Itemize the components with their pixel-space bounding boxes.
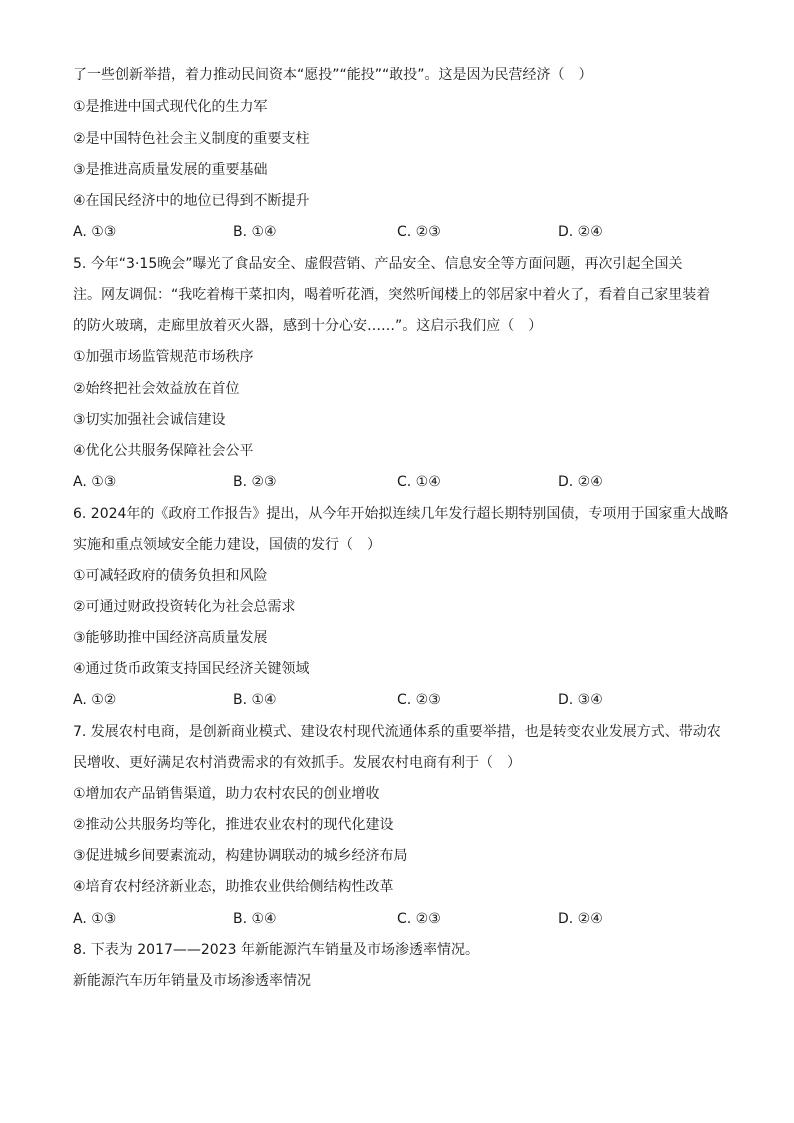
q6-option-a: A. ①② — [73, 692, 117, 708]
q4-item-3: ③是推进高质量发展的重要基础 — [73, 162, 268, 178]
q6-stem-line-2: 实施和重点领域安全能力建设，国债的发行（ ） — [73, 537, 381, 553]
q7-option-b: B. ①④ — [233, 911, 277, 927]
q6-item-2: ②可通过财政投资转化为社会总需求 — [73, 599, 296, 615]
q4-option-d: D. ②④ — [558, 224, 603, 240]
q4-option-a: A. ①③ — [73, 224, 117, 240]
q5-option-d: D. ②④ — [558, 474, 603, 490]
q5-item-1: ①加强市场监管规范市场秩序 — [73, 349, 254, 365]
q7-option-d: D. ②④ — [558, 911, 603, 927]
q4-item-2: ②是中国特色社会主义制度的重要支柱 — [73, 131, 310, 147]
q4-stem: 了一些创新举措，着力推动民间资本“愿投”“能投”“敢投”。这是因为民营经济（ ） — [73, 67, 593, 83]
q5-stem-line-2: 注。网友调侃：“我吃着梅干菜扣肉，喝着听花酒，突然听闻楼上的邻居家中着火了，看着自己家里装着 — [73, 287, 711, 303]
q7-item-3: ③促进城乡间要素流动，构建协调联动的城乡经济布局 — [73, 848, 408, 864]
q5-option-a: A. ①③ — [73, 474, 117, 490]
q7-stem-line-1: 7. 发展农村电商，是创新商业模式、建设农村现代流通体系的重要举措，也是转变农业发展方式、带动农 — [73, 724, 721, 740]
q6-stem-line-1: 6. 2024年的《政府工作报告》提出，从今年开始拟连续几年发行超长期特别国债，专项用于国家重大战略 — [73, 506, 729, 522]
q6-item-3: ③能够助推中国经济高质量发展 — [73, 630, 268, 646]
q5-option-c: C. ①④ — [397, 474, 441, 490]
q5-item-2: ②始终把社会效益放在首位 — [73, 381, 240, 397]
q6-item-1: ①可减轻政府的债务负担和风险 — [73, 568, 268, 584]
q7-option-c: C. ②③ — [397, 911, 441, 927]
q6-option-c: C. ②③ — [397, 692, 441, 708]
q7-stem-line-2: 民增收、更好满足农村消费需求的有效抓手。发展农村电商有利于（ ） — [73, 755, 521, 771]
q7-option-a: A. ①③ — [73, 911, 117, 927]
q7-item-1: ①增加农产品销售渠道，助力农村农民的创业增收 — [73, 786, 380, 802]
q8-table-title: 新能源汽车历年销量及市场渗透率情况 — [73, 973, 311, 989]
q7-item-2: ②推动公共服务均等化，推进农业农村的现代化建设 — [73, 817, 394, 833]
q7-item-4: ④培育农村经济新业态，助推农业供给侧结构性改革 — [73, 879, 394, 895]
q5-item-4: ④优化公共服务保障社会公平 — [73, 443, 254, 459]
q6-option-d: D. ③④ — [558, 692, 603, 708]
q4-option-c: C. ②③ — [397, 224, 441, 240]
q5-option-b: B. ②③ — [233, 474, 277, 490]
q4-item-1: ①是推进中国式现代化的生力军 — [73, 99, 268, 115]
q8-stem: 8. 下表为 2017——2023 年新能源汽车销量及市场渗透率情况。 — [73, 942, 479, 958]
q5-stem-line-3: 的防火玻璃，走廊里放着灭火器，感到十分心安……”。这启示我们应（ ） — [73, 318, 543, 334]
q4-option-b: B. ①④ — [233, 224, 277, 240]
q6-item-4: ④通过货币政策支持国民经济关键领域 — [73, 661, 310, 677]
q4-item-4: ④在国民经济中的地位已得到不断提升 — [73, 193, 310, 209]
q5-item-3: ③切实加强社会诚信建设 — [73, 412, 226, 428]
q5-stem-line-1: 5. 今年“3·15晚会”曝光了食品安全、虚假营销、产品安全、信息安全等方面问题，再次引起全国关 — [73, 256, 683, 272]
q6-option-b: B. ①④ — [233, 692, 277, 708]
